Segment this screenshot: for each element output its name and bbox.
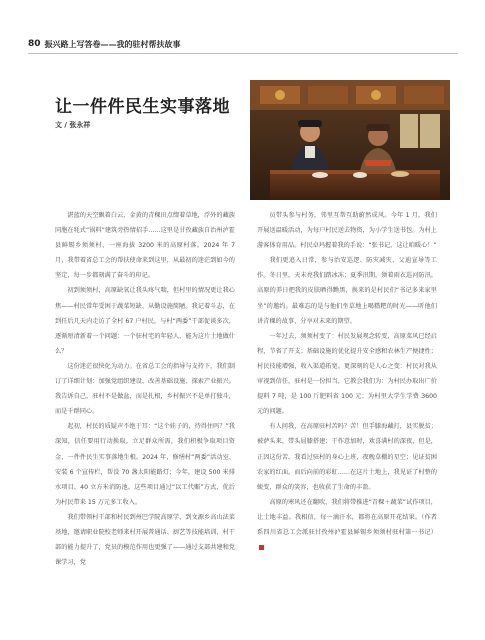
paragraph-text: 高原的寒风还在翻吹，我们将带推进“青稞＋蔬菜”试作项目，让土地丰益。我相信，每一滴汗水，都将在高原开花结果。（作者系四川省总工会派驻甘孜州泸霍县鲜锡乡须须村驻村第一书记） xyxy=(257,498,437,536)
paragraph: 员带头参与村务，邻里互帮互助蔚然成风。今年 1 月，我们开展送温暖活动，为每户村民送去物资，为小学生送书包。为村上游客体育用品。村民卓玛握着我的手说：“张书记，这让咱暖心！” xyxy=(257,212,437,250)
paragraph: 这份迷茫很快化为动力。在省总工会的指导与支持下，我们制订了详细计划：加强党组织建设、改善基础设施、探索产业振兴。我告诉自己，驻村不是做盆，而是扎根，乡村振兴不是单打独斗，而是千群同心。 xyxy=(55,362,235,416)
page-header xyxy=(28,37,181,51)
paragraph: 我们更追入日常，参与治安巡逻、防灾减灾、父迪宣导等工作。冬日里，天未亮我们踏冰冻；夏季汛期，须着雨衣巡河防汛。高原的养日把我的皮肤晒得黝黑，换来的是村民们“书记多来家里坐”的邀约。最难忘的是与他们坐草地上喝糌粑的时光——听他们讲青稞的故事，分享对未来的期望。 xyxy=(257,257,437,325)
paragraph: 起初，村民的质疑声不绝于耳：“这个娃子的，待得住吗？”我深知，信任要用行动换取。立足群众所需，我们积极争取项目资金，一件件民生实事落地生根。2024 年，修缮村“两委”活动室、安装 6 个宣传栏，帮没 70 盏太阳能路灯；今年，建设 500 米排水项目、40 立方米消防池。这些项目通过“以工代赈”方式，优后为村民带来 15 万元多工收入。 xyxy=(55,423,235,506)
page-number: 80 xyxy=(28,39,41,49)
right-column xyxy=(257,208,437,555)
paragraph: 初到须须村，高原缺氧让我头疼气喘，但村里的情况更让我心焦——村民常年受困于蔬菜短缺、从勤设施简陋。我记着斗志，在到任后几天内走访了全村 67 户村民，与村“两委”干部促谈多次，逐渐厘清新着一个问题：一个驻村宅的年轻人，能为这片土地做什么？ xyxy=(55,287,235,355)
paragraph: 湛蓝的天空飘着白云，金黄的青稞田点缀着草地，浮外的藏族同胞在牦式“锅料”建筑旁热情招手……这里是甘孜藏族自治州泸霍县鲜锡乡须须村，一座海拔 3200 米的高原村落。2024 年 7 月，我带着省总工会的帮扶使命来到这里，从最初的迷茫到如今的坚定，每一步都刻满了奋斗的印记。 xyxy=(55,212,235,280)
article-title: 让一件件民生实事落地 xyxy=(55,97,230,117)
paragraph: 我们带领村干部和村民到州巴学院高原学、到文源乡高山法菜基地，邀请职业院校老师来村开展普通话、厨艺等技能培训，村干部的能力提升了，党员的模范作用也更强了——通过支部共建和党课学习，党 xyxy=(55,513,235,567)
end-of-article-mark xyxy=(259,545,264,550)
paragraph xyxy=(257,495,437,555)
paragraph: 一年过去，须须村变了：村民发展观念转变，高原菜风已经启程，节省了开支；基础设施的优化提升安全感和农林生产便捷性；村民技能增强，收入渠道拓宽。更深刻的是人心之变：村民对我从审视到信任，驻村是一份担当，它教会我们为：为村民办取出广价提料 7 吨，是 100 斤肥料省 100 元；为村里大学生学费 3600 元的问题。 xyxy=(257,332,437,416)
running-header: 振兴路上写答卷——我的驻村帮扶故事 xyxy=(44,39,181,49)
left-column xyxy=(55,208,235,570)
header-divider xyxy=(28,53,458,54)
article-photo xyxy=(250,80,450,200)
photo-of-meeting-with-villager-icon xyxy=(250,80,450,200)
article-author: 文 / 张永祥 xyxy=(55,121,91,129)
paragraph: 有人问我，在高原驻村苦吗？苦！但手膝海藏打，县实脱贫；被萨头来，带头屈膝搭建；干作意加时，欢喜满村的深夜，但是，正因这份苦，我看过驻村的身心上班，夜晚草棚的星空；见证贫困农家的红面，而后向前的彩虹……在这片土地上，我见证了村整的蜕变，群众的笑容，也收获了生命的丰盈。 xyxy=(257,423,437,491)
